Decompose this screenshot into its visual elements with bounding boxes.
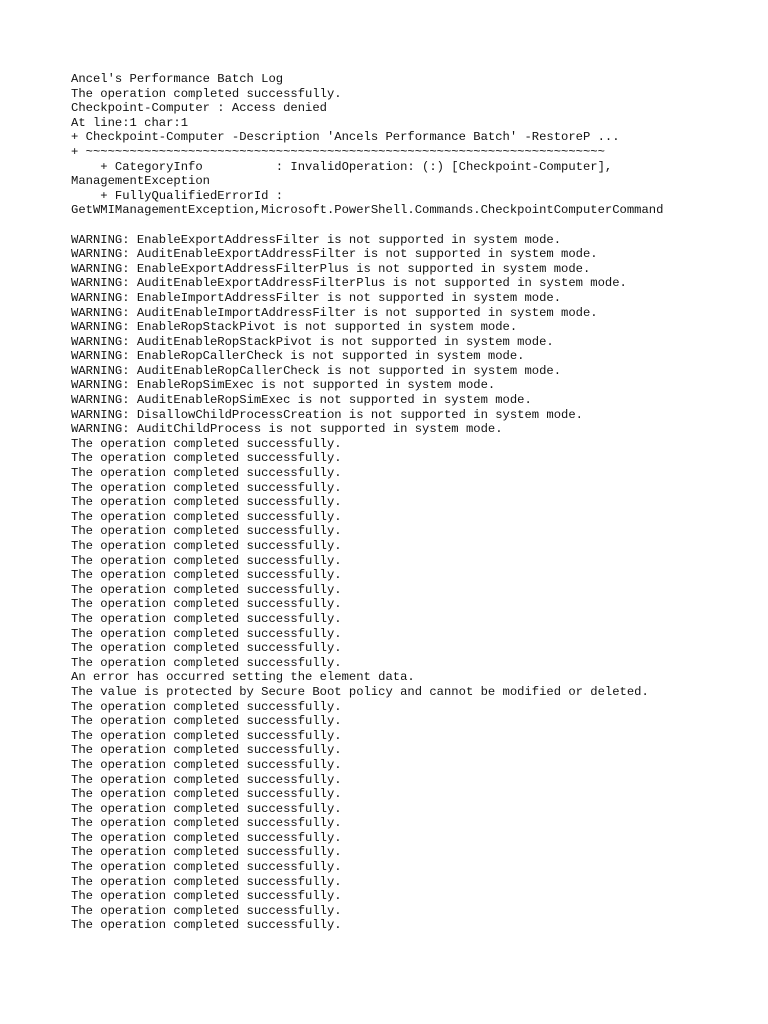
warning-line: WARNING: AuditEnableExportAddressFilterPlus is not supported in system mode. [71,276,627,291]
log-line: The operation completed successfully. [71,845,342,860]
log-line: The operation completed successfully. [71,860,342,875]
warning-line: WARNING: EnableRopStackPivot is not supported in system mode. [71,320,518,335]
log-line: The operation completed successfully. [71,918,342,933]
warning-line: WARNING: AuditEnableRopCallerCheck is not supported in system mode. [71,363,562,378]
error-line: + FullyQualifiedErrorId : [71,188,284,203]
warning-line: WARNING: EnableImportAddressFilter is not supported in system mode. [71,290,562,305]
log-line: The operation completed successfully. [71,524,342,539]
log-line: The operation completed successfully. [71,728,342,743]
log-line: The operation completed successfully. [71,743,342,758]
warning-line: WARNING: EnableExportAddressFilterPlus is not supported in system mode. [71,261,591,276]
error-line: ManagementException [71,174,210,189]
log-line: The operation completed successfully. [71,655,342,670]
log-line: The operation completed successfully. [71,539,342,553]
log-line: The operation completed successfully. [71,611,342,626]
log-line: The operation completed successfully. [71,641,342,656]
log-line: The operation completed successfully. [71,757,342,772]
log-line: The operation completed successfully. [71,495,342,510]
log-line: The operation completed successfully. [71,480,342,495]
warning-line: WARNING: EnableRopCallerCheck is not supported in system mode. [71,349,525,364]
error-line: An error has occurred setting the element data. [71,670,415,685]
log-line: The operation completed successfully. [71,903,342,918]
log-line: The operation completed successfully. [71,436,342,451]
error-line: + CategoryInfo : InvalidOperation: (:) [Checkpoint-Computer], [71,159,613,174]
log-line: The operation completed successfully. [71,830,342,845]
error-line: Checkpoint-Computer : Access denied [71,101,327,116]
warning-line: WARNING: EnableRopSimExec is not supported in system mode. [71,378,496,393]
log-line: The operation completed successfully. [71,509,342,524]
log-line: The operation completed successfully. [71,714,342,729]
error-line: At line:1 char:1 [71,115,189,130]
log-line: The operation completed successfully. [71,626,342,641]
log-line: The operation completed successfully. [71,874,342,889]
warning-line: WARNING: AuditEnableRopStackPivot is not supported in system mode. [71,334,554,349]
log-line: The operation completed successfully. [71,582,342,597]
error-line: GetWMIManagementException,Microsoft.PowerShell.Commands.CheckpointComputerCommand [71,203,664,218]
log-title: Ancel's Performance Batch Log [71,72,284,86]
log-line: The operation completed successfully. [71,86,342,101]
warning-line: WARNING: AuditEnableRopSimExec is not supported in system mode. [71,393,532,408]
error-line: The value is protected by Secure Boot policy and cannot be modified or deleted. [71,684,649,699]
log-line: The operation completed successfully. [71,466,342,481]
log-line: The operation completed successfully. [71,451,342,466]
log-line: The operation completed successfully. [71,787,342,802]
error-line: + ~~~~~~~~~~~~~~~~~~~~~~~~~~~~~~~~~~~~~~~~~~~~~~~~~~~~~~~~~~~~~~~~~~~~~~~ [71,144,605,159]
log-line: The operation completed successfully. [71,772,342,787]
log-line: The operation completed successfully. [71,816,342,831]
blank-line [71,218,751,233]
warning-line: WARNING: AuditEnableExportAddressFilter is not supported in system mode. [71,247,598,262]
log-line: The operation completed successfully. [71,568,342,583]
log-line: The operation completed successfully. [71,597,342,612]
warning-line: WARNING: AuditEnableImportAddressFilter is not supported in system mode. [71,305,598,320]
error-line: + Checkpoint-Computer -Description 'Ancels Performance Batch' -RestoreP ... [71,130,620,145]
warning-line: WARNING: DisallowChildProcessCreation is not supported in system mode. [71,407,583,422]
log-line: The operation completed successfully. [71,553,342,568]
log-line: The operation completed successfully. [71,801,342,816]
log-line: The operation completed successfully. [71,889,342,904]
log-document [71,72,751,933]
log-line: The operation completed successfully. [71,699,342,714]
warning-line: WARNING: EnableExportAddressFilter is not supported in system mode. [71,232,562,247]
warning-line: WARNING: AuditChildProcess is not supported in system mode. [71,422,503,437]
